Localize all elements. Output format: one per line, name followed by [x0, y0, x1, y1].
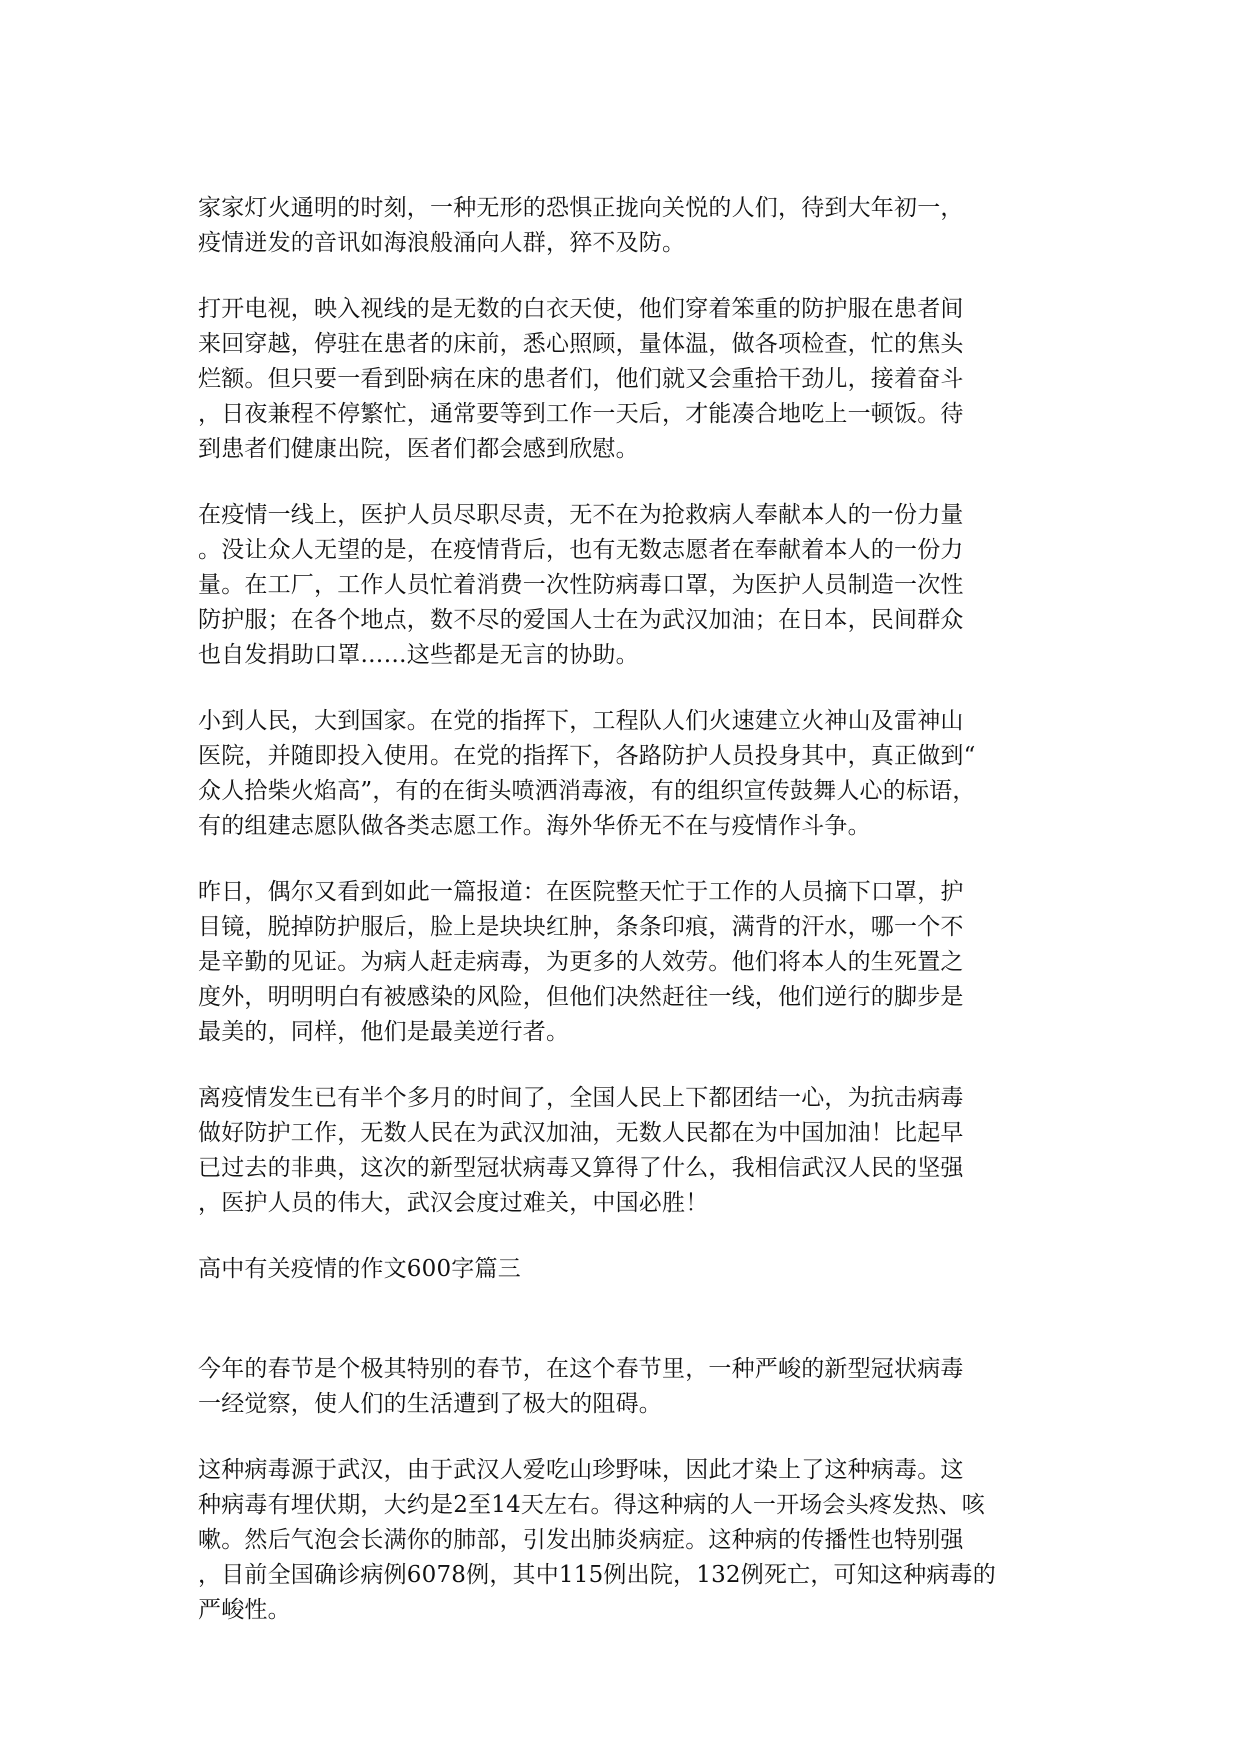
text-line: 打开电视，映入视线的是无数的白衣天使，他们穿着笨重的防护服在患者间	[198, 296, 964, 322]
text-line: ，目前全国确诊病例6078例，其中115例出院，132例死亡，可知这种病毒的	[198, 1562, 996, 1588]
text-line: 目镜，脱掉防护服后，脸上是块块红肿，条条印痕，满背的汗水，哪一个不	[198, 914, 964, 940]
text-line: 做好防护工作，无数人民在为武汉加油，无数人民都在为中国加油！比起早	[198, 1120, 964, 1146]
text-line: ，日夜兼程不停繁忙，通常要等到工作一天后，才能凑合地吃上一顿饭。待	[198, 401, 964, 427]
text-line: 昨日，偶尔又看到如此一篇报道：在医院整天忙于工作的人员摘下口罩，护	[198, 879, 964, 905]
text-line: 烂额。但只要一看到卧病在床的患者们，他们就又会重拾干劲儿，接着奋斗	[198, 366, 964, 392]
text-line: 已过去的非典，这次的新型冠状病毒又算得了什么，我相信武汉人民的坚强	[198, 1155, 964, 1181]
text-line: 一经觉察，使人们的生活遭到了极大的阻碍。	[198, 1391, 662, 1417]
text-line: 小到人民，大到国家。在党的指挥下，工程队人们火速建立火神山及雷神山	[198, 708, 964, 734]
text-line: 度外，明明明白有被感染的风险，但他们决然赶往一线，他们逆行的脚步是	[198, 984, 964, 1010]
section-heading: 高中有关疫情的作文600字篇三	[198, 1256, 521, 1282]
text-line: 这种病毒源于武汉，由于武汉人爱吃山珍野味，因此才染上了这种病毒。这	[198, 1457, 964, 1483]
text-line: 也自发捐助口罩……这些都是无言的协助。	[198, 642, 639, 668]
text-line: 到患者们健康出院，医者们都会感到欣慰。	[198, 436, 639, 462]
text-line: 今年的春节是个极其特别的春节，在这个春节里，一种严峻的新型冠状病毒	[198, 1356, 964, 1382]
text-line: 疫情迸发的音讯如海浪般涌向人群，猝不及防。	[198, 230, 686, 256]
text-line: 严峻性。	[198, 1597, 291, 1623]
text-line: 。没让众人无望的是，在疫情背后，也有无数志愿者在奉献着本人的一份力	[198, 537, 964, 563]
text-line: 医院，并随即投入使用。在党的指挥下，各路防护人员投身其中，真正做到“	[198, 743, 976, 769]
text-line: 种病毒有埋伏期，大约是2至14天左右。得这种病的人一开场会头疼发热、咳	[198, 1492, 985, 1518]
text-line: 防护服；在各个地点，数不尽的爱国人士在为武汉加油；在日本，民间群众	[198, 607, 964, 633]
text-line: ，医护人员的伟大，武汉会度过难关，中国必胜！	[198, 1190, 709, 1216]
text-line: 离疫情发生已有半个多月的时间了，全国人民上下都团结一心，为抗击病毒	[198, 1085, 964, 1111]
text-line: 家家灯火通明的时刻，一种无形的恐惧正拢向关悦的人们，待到大年初一，	[198, 195, 964, 221]
text-line: 有的组建志愿队做各类志愿工作。海外华侨无不在与疫情作斗争。	[198, 813, 871, 839]
text-line: 嗽。然后气泡会长满你的肺部，引发出肺炎病症。这种病的传播性也特别强	[198, 1527, 964, 1553]
text-line: 最美的，同样，他们是最美逆行者。	[198, 1019, 570, 1045]
text-line: 是辛勤的见证。为病人赶走病毒，为更多的人效劳。他们将本人的生死置之	[198, 949, 964, 975]
text-line: 众人拾柴火焰高”，有的在街头喷洒消毒液，有的组织宣传鼓舞人心的标语，	[198, 778, 976, 804]
text-line: 来回穿越，停驻在患者的床前，悉心照顾，量体温，做各项检查，忙的焦头	[198, 331, 964, 357]
text-line: 量。在工厂，工作人员忙着消费一次性防病毒口罩，为医护人员制造一次性	[198, 572, 964, 598]
text-line: 在疫情一线上，医护人员尽职尽责，无不在为抢救病人奉献本人的一份力量	[198, 502, 964, 528]
